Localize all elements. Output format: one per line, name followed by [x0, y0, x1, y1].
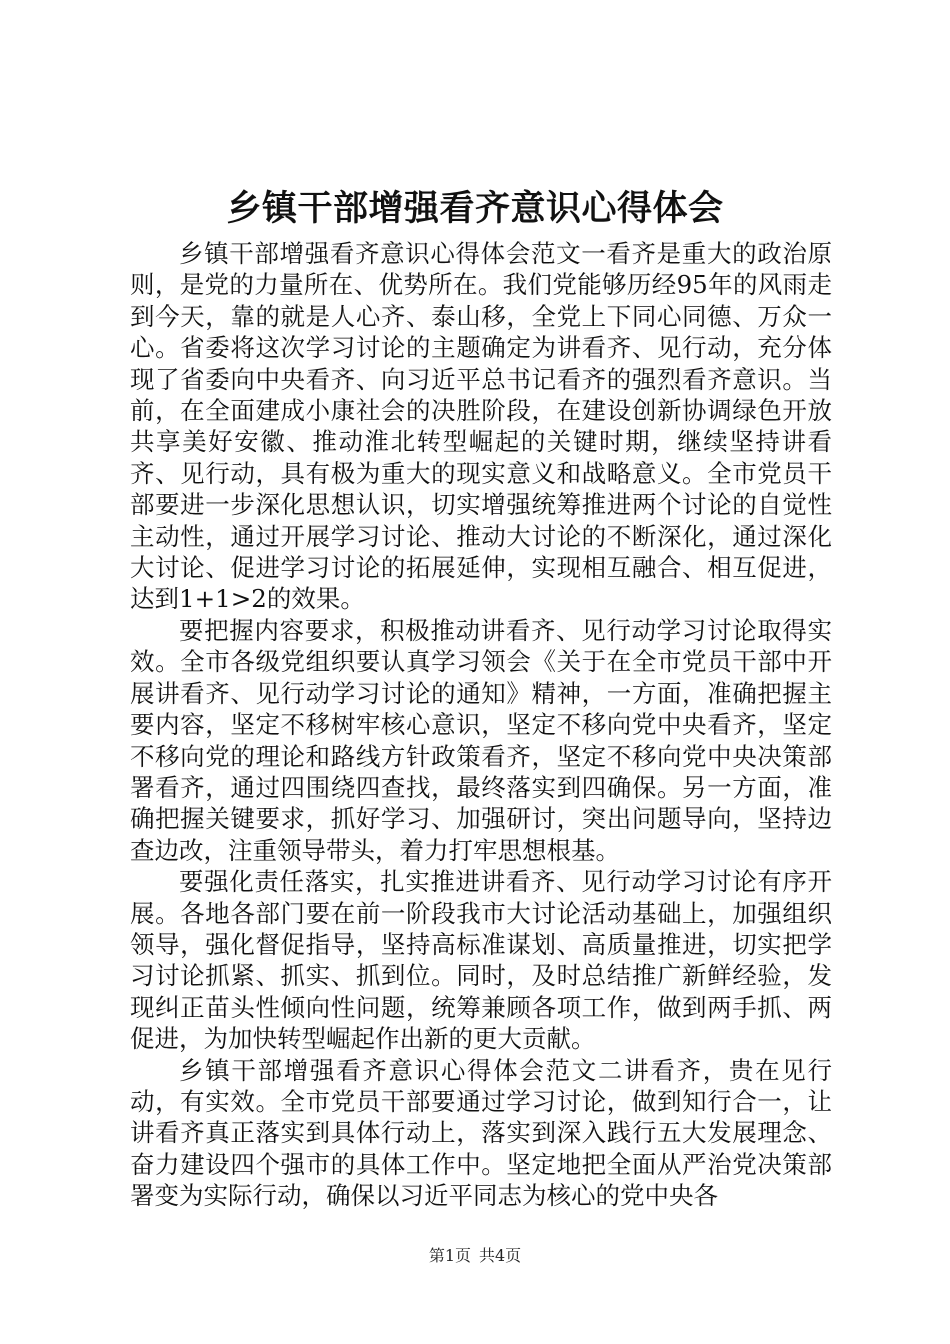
paragraph-2: 要把握内容要求，积极推动讲看齐、见行动学习讨论取得实效。全市各级党组织要认真学习领会《关于在全市党员干部中开展讲看齐、见行动学习讨论的通知》精神，一方面，准确把握主要内容，坚定不移树牢核心意识，坚定不移向党中央看齐，坚定不移向党的理论和路线方针政策看齐，坚定不移向党中央决策部署看齐，通过四围绕四查找，最终落实到四确保。另一方面，准确把握关键要求，抓好学习、加强研讨，突出问题导向，坚持边查边改，注重领导带头，着力打牢思想根基。 — [130, 615, 832, 865]
paragraph-4: 乡镇干部增强看齐意识心得体会范文二讲看齐，贵在见行动，有实效。全市党员干部要通过学习讨论，做到知行合一，让讲看齐真正落实到具体行动上，落实到深入践行五大发展理念、奋力建设四个强市的具体工作中。坚定地把全面从严治党决策部署变为实际行动，确保以习近平同志为核心的党中央各 — [130, 1055, 832, 1211]
page-number: 第1页 — [428, 1246, 471, 1265]
page-total: 共4页 — [479, 1246, 522, 1265]
paragraph-3: 要强化责任落实，扎实推进讲看齐、见行动学习讨论有序开展。各地各部门要在前一阶段我市大讨论活动基础上，加强组织领导，强化督促指导，坚持高标准谋划、高质量推进，切实把学习讨论抓紧、抓实、抓到位。同时，及时总结推广新鲜经验，发现纠正苗头性倾向性问题，统筹兼顾各项工作，做到两手抓、两促进，为加快转型崛起作出新的更大贡献。 — [130, 867, 832, 1054]
document-body — [130, 238, 832, 1212]
page-footer — [0, 1246, 950, 1266]
document-title: 乡镇干部增强看齐意识心得体会 — [226, 188, 724, 229]
paragraph-1: 乡镇干部增强看齐意识心得体会范文一看齐是重大的政治原则，是党的力量所在、优势所在。我们党能够历经95年的风雨走到今天，靠的就是人心齐、泰山移，全党上下同心同德、万众一心。省委将这次学习讨论的主题确定为讲看齐、见行动，充分体现了省委向中央看齐、向习近平总书记看齐的强烈看齐意识。当前，在全面建成小康社会的决胜阶段，在建设创新协调绿色开放共享美好安徽、推动淮北转型崛起的关键时期，继续坚持讲看齐、见行动，具有极为重大的现实意义和战略意义。全市党员干部要进一步深化思想认识，切实增强统筹推进两个讨论的自觉性主动性，通过开展学习讨论、推动大讨论的不断深化，通过深化大讨论、促进学习讨论的拓展延伸，实现相互融合、相互促进，达到1+1>2的效果。 — [130, 239, 832, 614]
